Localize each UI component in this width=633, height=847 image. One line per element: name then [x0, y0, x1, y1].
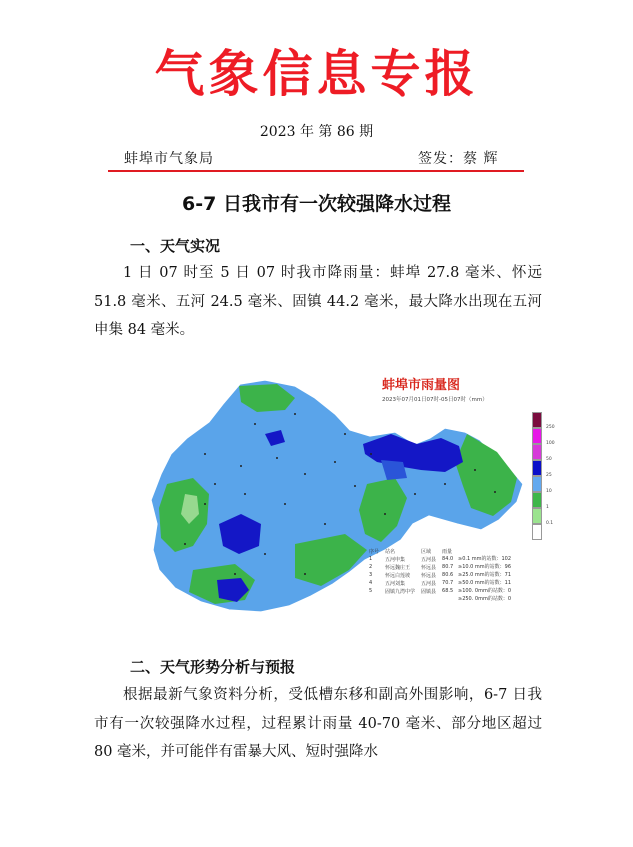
table-row — [366, 555, 456, 563]
signer: 签发：蔡 辉 — [418, 151, 499, 167]
legend-swatch — [532, 492, 542, 508]
legend-label: 50 — [546, 457, 552, 462]
table-cell: 80.6 — [442, 572, 454, 578]
stat-line: ≥25.0 mm的站数：71 — [458, 572, 512, 578]
table-cell: 固镇县 — [421, 588, 437, 595]
map-title: 蚌埠市雨量图 — [382, 378, 461, 393]
legend-label: 10 — [546, 489, 552, 494]
legend-label: 0.1 — [546, 521, 554, 526]
table-cell: 3 — [369, 572, 373, 578]
stat-line: ≥250. 0mm的站数：0 — [458, 596, 512, 602]
table-header: 序号 — [369, 548, 380, 555]
table-header: 雨量 — [442, 548, 453, 555]
legend-label: 250 — [546, 425, 555, 430]
table-cell: 五河县 — [421, 580, 437, 587]
legend-label: 100 — [546, 441, 555, 446]
table-cell: 1 — [369, 556, 373, 562]
stat-line: ≥10.0 mm的站数：96 — [458, 564, 512, 570]
legend-swatch — [532, 444, 542, 460]
table-row — [366, 563, 456, 571]
table-row — [366, 571, 456, 579]
table-header-row — [366, 547, 456, 555]
issue-number: 2023 年 第 86 期 — [259, 124, 374, 140]
forecast-paragraph: 根据最新气象资料分析，受低槽东移和副高外围影响，6-7 日我市有一次较强降水过程，过程累计雨量 40-70 毫米、部分地区超过 80 毫米，并可能伴有雷暴大风、短时强降水 — [94, 687, 542, 760]
legend-label: 25 — [546, 473, 552, 478]
section-heading-weather-observation: 一、天气实况 — [130, 237, 221, 255]
header-divider — [108, 170, 524, 172]
issuer: 蚌埠市气象局 — [124, 151, 214, 167]
table-cell: 怀远白莲坡 — [385, 572, 411, 579]
legend-swatch — [532, 508, 542, 524]
table-cell: 84.0 — [442, 556, 454, 562]
table-row — [366, 587, 456, 595]
stat-line: ≥50.0 mm的站数：11 — [458, 580, 512, 586]
table-cell: 80.7 — [442, 564, 454, 570]
table-header: 区域 — [421, 548, 432, 555]
legend-swatch — [532, 524, 542, 540]
report-title: 6-7 日我市有一次较强降水过程 — [182, 193, 451, 215]
table-header: 站名 — [385, 548, 396, 555]
table-cell: 五河县 — [421, 556, 437, 563]
stat-line: ≥0.1 mm的站数：102 — [458, 556, 512, 562]
legend-label: 1 — [546, 505, 549, 510]
map-legend — [532, 412, 555, 540]
legend-swatch — [532, 428, 542, 444]
table-cell: 70.7 — [442, 580, 454, 586]
table-cell: 固镇九湾中学 — [385, 588, 416, 595]
weather-observation-paragraph: 1 日 07 时至 5 日 07 时我市降雨量：蚌埠 27.8 毫米、怀远 51.8 毫米、五河 24.5 毫米、固镇 44.2 毫米，最大降水出现在五河申集 84 毫米。 — [94, 265, 542, 338]
table-cell: 怀远魏庄王 — [385, 564, 411, 571]
table-cell: 五河申集 — [385, 556, 406, 563]
table-row — [366, 579, 456, 587]
table-cell: 4 — [369, 580, 373, 586]
legend-swatch — [532, 460, 542, 476]
table-cell: 怀远县 — [421, 564, 437, 571]
table-cell: 5 — [369, 588, 373, 594]
top-stations-table — [366, 547, 456, 595]
table-cell: 68.5 — [442, 588, 454, 594]
table-cell: 五河刘集 — [385, 580, 406, 587]
table-cell: 怀远县 — [421, 572, 437, 579]
masthead-title: 气象信息专报 — [154, 45, 479, 103]
map-subtitle: 2023年07月01日07时-05日07时（mm） — [382, 397, 488, 403]
table-cell: 2 — [369, 564, 373, 570]
legend-swatch — [532, 412, 542, 428]
station-count-stats — [458, 555, 511, 603]
stat-line: ≥100. 0mm的站数：0 — [458, 588, 512, 594]
legend-swatch — [532, 476, 542, 492]
section-heading-forecast: 二、天气形势分析与预报 — [130, 658, 296, 676]
